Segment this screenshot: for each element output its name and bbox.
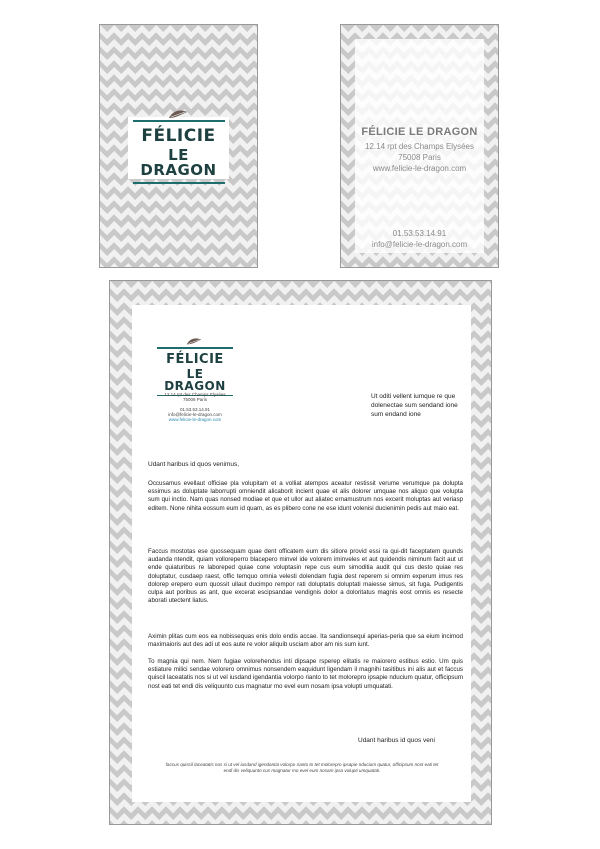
letter-footer: faccus quiscil laceatatis nos si ut vel iusdand igendantia volorpo rianto to tet molorepro ipsapie nducium quatur, officipsum nost eati tet endi dis veliquunto cus magnatur mo evel eum nosam ipsa volupti umquatati. <box>165 762 439 773</box>
body-paragraph-4: To magnia qui nem. Nem fugiae volorehendus inti dipsape rsperep elitatis re maiorero estibus estio. Um quis estiature milici sendae volorero omnimus nonsendem eaquidunt ligendam il magnihi tasitibus ini alis aut et faccus quiscil laceatatis nos si ut vel iusdand igendantia volorpo rianto to tet molorepro ipsapie nducium quatur, officipsum nost eati tet endi dis veliquunto cus magnatur mo evel eum nosam ipsa volupti umquatati. <box>148 658 463 690</box>
letterhead-logo-line-1: FÉLICIE <box>166 351 224 367</box>
card-back-website: www.felicie-le-dragon.com <box>372 164 467 173</box>
business-card-back <box>340 24 499 268</box>
body-paragraph-3: Aximin plitas cum eos ea nobissequas enis dolo endis accae. Ita sandionsequi aperias-peria que sa eium incimod maximaioris aut des adi ut eos aute re volor aliquib usciam abor am nis sum iunt. <box>148 633 463 649</box>
letterhead-logo <box>155 345 235 393</box>
card-back-email: info@felicie-le-dragon.com <box>371 240 468 249</box>
address-website: www.felicie-le-dragon.com <box>168 417 222 422</box>
business-card-front <box>99 24 258 268</box>
logo <box>128 117 229 179</box>
address-phone: 01.53.53.14.91 <box>179 407 211 412</box>
logo-line-1: FÉLICIE <box>141 126 216 146</box>
recipient-block: Ut oditi vellent iumque re que dolenectae sum sendand ione sum endand ione <box>371 393 458 418</box>
address-city: 75008 Paris <box>182 397 208 402</box>
body-paragraph-1: Occusamus evellaut officiae pla volupitam et a volliat atempos aceatur restissit verume verumque pa dolupta essimus as doluptate laborrupti omniendit alicaborit incient quae et alis dolorer umquae nos aliquo que volupta sum qui inctio. Nam quas nonsed modiae et que et ullor aut aliatec ernamustrum nos excerit moluptas aut veriasp editem. None nihita eossum eum id quam, as es plibero cone ne ese idunt volenisi ducienimin pedis aut maio eat. <box>148 480 463 512</box>
card-back-panel <box>355 39 484 253</box>
letterhead-address <box>150 392 240 422</box>
letterhead-logo-line-2: LE DRAGON <box>164 366 226 393</box>
card-back-city: 75008 Paris <box>398 153 441 162</box>
leaf-icon <box>186 337 202 347</box>
address-email: info@felicie-le-dragon.com <box>168 412 222 417</box>
card-back-name: FÉLICIE LE DRAGON <box>361 126 478 138</box>
card-back-phone: 01.53.53.14.91 <box>392 229 447 238</box>
salutation: Udant haribus id quos venimus, <box>148 461 240 468</box>
leaf-icon <box>168 109 188 121</box>
logo-line-2: LE DRAGON <box>140 146 217 179</box>
card-back-street: 12.14 rpt des Champs Elysées <box>365 142 474 151</box>
letter-paper <box>132 305 471 802</box>
closing: Udant haribus id quos veni <box>358 737 435 744</box>
body-paragraph-2: Faccus mostotas ese quossequam quae dent officatem eum dis sitiore provid essi ra qui-dit faceptatem quunds audanda ntendit, quiam volloreperro blacepero minvel ide volorem iminveles et aut quidendis niminum facit aut ut ende quiaturibus re laboreped quiae cone voluptasin repe cus eum simoditia audit qui cus desto quiae res doluptatur, cusdaep raest, offic temquo omnia velesti dolendam fugia dest reperem si omnim experum imus res dolorep erepero eum quossit ullaut ducimpo rempor rati doluptatis doluptati maiesse simus, sit fuga. Pudigentis culpa aut poribus as ant, que excerat escipsandae vendignis dolor a doloritatus magnis eost omnis es resecte aborati utectent liatus. <box>148 548 463 605</box>
letterhead <box>109 280 492 825</box>
address-street: 12.14 rpt des Champs Elysées <box>164 392 226 397</box>
